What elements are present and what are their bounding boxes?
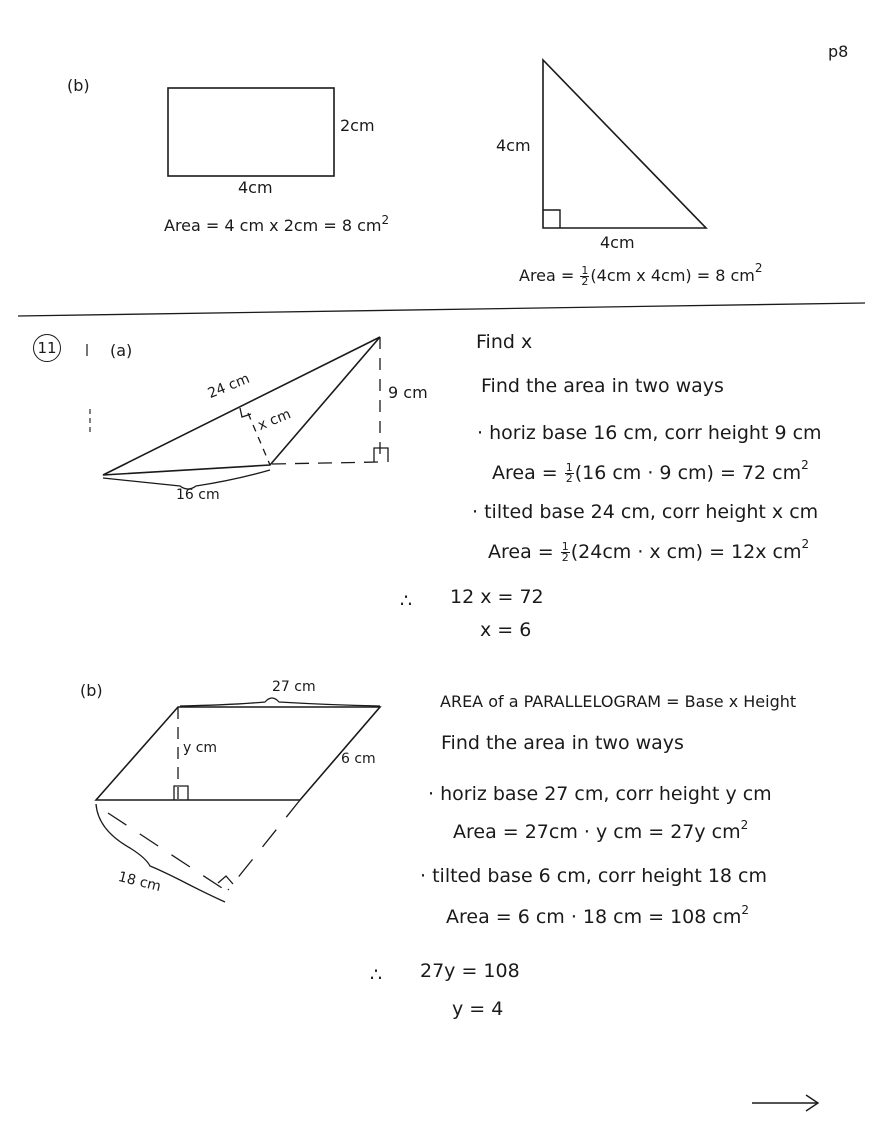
b-equation-1: 27y = 108 <box>420 960 520 982</box>
triangle-height-label: 4cm <box>496 136 531 155</box>
a-area-2: Area = $\frac{1}{2}$ (24cm · x cm) = 12x $cm^2$ <box>488 537 810 564</box>
obtuse-triangle-diagram <box>87 337 388 489</box>
a-bullet-2: · tilted base 24 cm, corr height x cm <box>472 501 819 523</box>
b-area-2: Area = 6 cm · 18 cm = 108 $cm^2$ <box>446 903 749 928</box>
right-triangle-shape <box>543 60 706 228</box>
section-divider <box>18 303 865 316</box>
a-area-1: Area = $\frac{1}{2}$ (16 cm · 9 cm) = 72 $cm^2$ <box>492 458 809 485</box>
height-9-label: 9 cm <box>388 383 428 402</box>
part-b-top-label: (b) <box>67 76 90 95</box>
b-bullet-1: · horiz base 27 cm, corr height y cm <box>428 783 772 805</box>
b-equation-2: y = 4 <box>452 998 504 1020</box>
y-height-label: y cm <box>183 740 218 756</box>
b-therefore: ∴ <box>370 964 383 986</box>
a-therefore: ∴ <box>400 590 413 612</box>
triangle-base-label: 4cm <box>600 233 635 252</box>
problem-number-circle: 11 <box>33 334 61 362</box>
arrow-right-icon <box>752 1095 818 1111</box>
base-16-label: 16 cm <box>176 487 220 503</box>
rectangle-shape <box>168 88 334 176</box>
right-angle-mark <box>543 210 560 228</box>
b-area-1: Area = 27cm · y cm = 27y $cm^2$ <box>453 818 749 843</box>
rect-area-equation: Area = 4 cm x 2cm = 8 $cm^2$ <box>164 213 390 235</box>
rect-height-label: 2cm <box>340 116 375 135</box>
hypotenuse-label: 24 cm <box>205 370 253 402</box>
x-height-label: x cm <box>255 406 294 434</box>
part-a-label: (a) <box>110 341 133 360</box>
triangle-area-equation: Area = $\frac{1}{2}$ (4cm x 4cm) = 8 $cm^2$ <box>519 261 763 288</box>
find-x-heading: Find x <box>476 331 533 353</box>
parallelogram-formula: AREA of a PARALLELOGRAM = Base x Height <box>440 692 797 711</box>
side-6-label: 6 cm <box>341 751 376 767</box>
top-27-label: 27 cm <box>272 679 316 695</box>
page-number: p8 <box>828 42 849 61</box>
find-area-a: Find the area in two ways <box>481 375 724 397</box>
rect-width-label: 4cm <box>238 178 273 197</box>
part-b-label: (b) <box>80 681 103 700</box>
b-bullet-2: · tilted base 6 cm, corr height 18 cm <box>420 865 768 887</box>
bottom-18-label: 18 cm <box>116 869 163 896</box>
a-equation-2: x = 6 <box>480 619 532 641</box>
parallelogram-diagram <box>96 698 380 902</box>
find-area-b: Find the area in two ways <box>441 732 684 754</box>
a-bullet-1: · horiz base 16 cm, corr height 9 cm <box>477 422 822 444</box>
a-equation-1: 12 x = 72 <box>450 586 544 608</box>
